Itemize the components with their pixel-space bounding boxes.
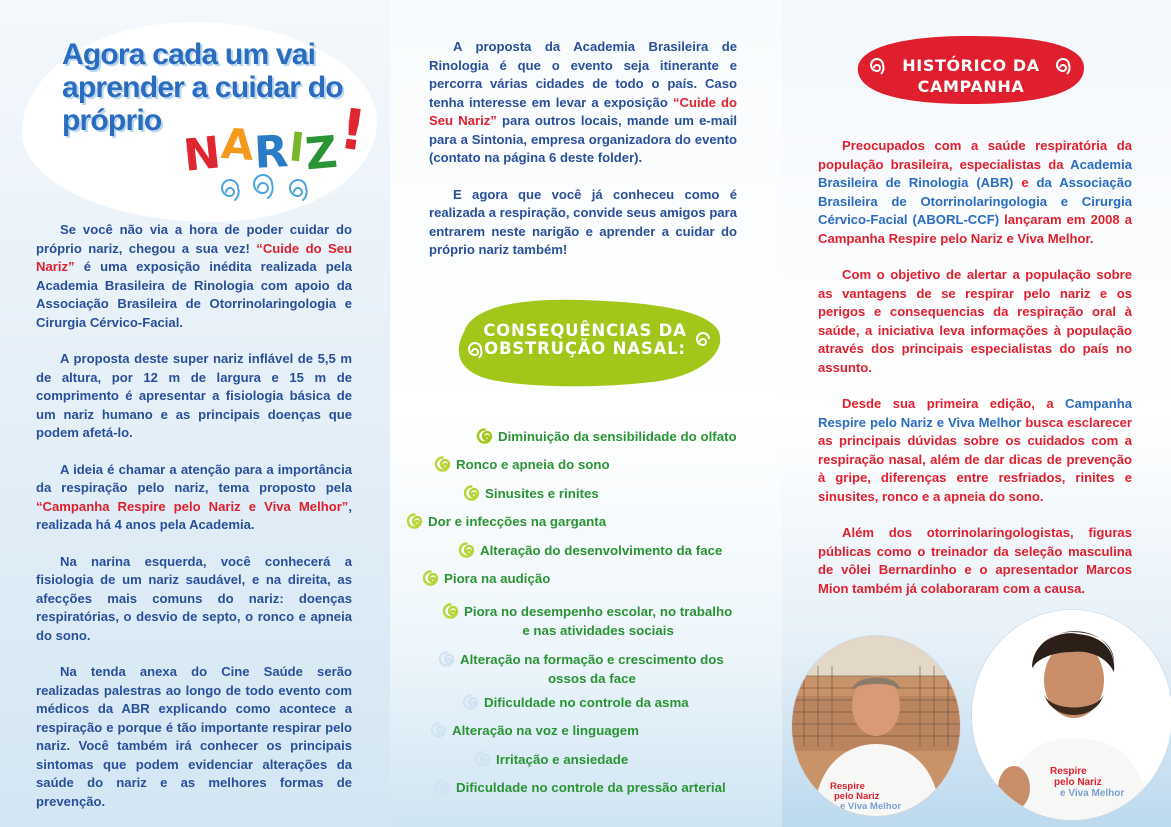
spiral-icon — [432, 778, 454, 800]
left-body-text — [36, 221, 352, 827]
spiral-icon — [440, 602, 462, 624]
middle-body-text — [429, 38, 737, 278]
spiral-icon — [404, 512, 426, 534]
spiral-icon — [474, 427, 496, 449]
panel-middle — [390, 0, 782, 827]
consequence-item — [496, 750, 628, 769]
paragraph — [36, 350, 352, 443]
paragraph — [818, 524, 1132, 598]
spiral-icon — [472, 750, 494, 772]
consequences-title: CONSEQUÊNCIAS DA OBSTRUÇÃO NASAL: — [483, 321, 687, 358]
consequence-label: Dificuldade no controle da asma — [484, 695, 689, 710]
highlight-blue: Campanha Respire pelo Nariz e Viva Melhor — [818, 396, 1132, 430]
panel-right — [782, 0, 1171, 827]
history-title: HISTÓRICO DA CAMPANHA — [902, 56, 1040, 96]
consequence-item — [444, 569, 550, 588]
consequence-item — [452, 721, 639, 740]
consequence-item — [428, 512, 606, 531]
paragraph — [818, 266, 1132, 377]
shirt-text-1: Respire pelo Nariz e Viva Melhor — [830, 781, 902, 812]
consequence-item — [464, 602, 732, 640]
spiral-icon — [428, 721, 450, 743]
text-run: A proposta da Academia Brasileira de Rinologia é que o evento seja itinerante e percorra várias cidades de todo o país. Caso tenha interesse em levar a exposição — [429, 39, 737, 110]
panel-left — [0, 0, 390, 827]
spiral-icon — [456, 541, 478, 563]
consequence-label: Piora na audição — [444, 571, 551, 586]
consequence-label: Alteração na voz e linguagem — [452, 723, 639, 738]
highlight-red: “Cuide do Seu Nariz” — [36, 240, 352, 274]
photo-bernardinho — [792, 636, 960, 816]
text-run: , realizada há 4 anos pela Academia. — [36, 498, 352, 532]
spiral-icon — [460, 693, 482, 715]
highlight-blue: da Associação Brasileira de Otorrinolaringologia e Cirurgia Cérvico-Facial (ABORL-CCF) — [818, 175, 1132, 227]
spiral-icon — [420, 569, 442, 591]
consequence-item — [485, 484, 599, 503]
text-run: para outros locais, mande um e-mail para a Sintonia, empresa organizadora do evento (contato na página 6 deste folder). — [429, 113, 737, 165]
text-run: lançaram em 2008 a Campanha Respire pelo Nariz e Viva Melhor. — [818, 212, 1132, 246]
paragraph — [36, 663, 352, 811]
consequence-item — [460, 650, 724, 688]
consequence-item — [456, 455, 610, 474]
paragraph — [36, 461, 352, 535]
consequence-label: Diminuição da sensibilidade do olfato — [498, 429, 737, 444]
consequence-label: Piora no desempenho escolar, no trabalho e nas atividades sociais — [464, 604, 733, 638]
text-run: Além dos otorrinolaringologistas, figuras públicas como o treinador da seleção masculina de vôlei Bernardinho e o apresentador Marcos Mion também já colaboraram com a causa. — [818, 525, 1132, 596]
text-run: Se você não via a hora de poder cuidar do próprio nariz, chegou a sua vez! — [36, 222, 352, 256]
right-body-text — [818, 137, 1132, 616]
paragraph — [429, 38, 737, 168]
spiral-icon — [436, 650, 458, 672]
text-run: Preocupados com a saúde respiratória da população brasileira, especialistas da — [818, 138, 1132, 172]
paragraph — [429, 186, 737, 260]
consequence-item — [484, 693, 689, 712]
text-run: Desde sua primeira edição, a — [842, 396, 1066, 411]
headline: Agora cada um vai aprender a cuidar do próprio — [62, 38, 343, 137]
nariz-letter: ! — [335, 96, 371, 165]
nariz-letter: A — [219, 118, 257, 171]
spiral-icon — [432, 455, 454, 477]
consequence-label: Alteração do desenvolvimento da face — [480, 543, 723, 558]
text-run: Com o objetivo de alertar a população sobre as vantagens de se respirar pelo nariz e os perigos e consequencias da respiração oral à saúde, a iniciativa leva informações à população através dos principais especialistas do país no assunto. — [818, 267, 1132, 375]
paragraph — [36, 553, 352, 646]
paragraph — [818, 137, 1132, 248]
text-run: E agora que você já conheceu como é realizada a respiração, convide seus amigos para entrarem neste narigão e aprender a cuidar do próprio nariz também! — [429, 186, 737, 257]
blue-swirls-icon — [212, 174, 317, 208]
consequence-item — [480, 541, 722, 560]
consequence-item — [498, 427, 737, 446]
nariz-wordmark — [181, 96, 371, 182]
nariz-letter: R — [253, 126, 291, 179]
text-run: Na tenda anexa do Cine Saúde serão realizadas palestras ao longo de todo evento com médicos da ABR explicando como acontece a respiração e porque é tão importante respirar pelo nariz. Você também irá conhecer os principais sintomas que podem evidenciar alterações da saúde do nariz e as melhores formas de prevenção. — [36, 664, 352, 809]
text-run: busca esclarecer as principais dúvidas sobre os cuidados com a respiração nasal, além de dar dicas de prevenção à gripe, diferenças entre resfriados, rinites e sinusites, ronco e a apneia do sono. — [818, 414, 1132, 504]
text-run: A ideia é chamar a atenção para a importância da respiração pelo nariz, tema proposto pela — [36, 461, 352, 495]
nariz-letter: I — [287, 124, 308, 172]
consequence-label: Alteração na formação e crescimento dos ossos da face — [460, 652, 724, 686]
nariz-letter: Z — [303, 126, 341, 181]
nariz-letter: N — [181, 127, 225, 182]
text-run: A proposta deste super nariz inflável de 5,5 m de altura, por 12 m de largura e 15 m de comprimento é apresentar a fisiologia básica de um nariz humano e as principais doenças que podem afetá-lo. — [36, 351, 352, 440]
highlight-red: “Campanha Respire pelo Nariz e Viva Melhor” — [36, 498, 349, 514]
highlight-blue: Academia Brasileira de Rinologia (ABR) — [818, 156, 1132, 190]
consequence-label: Dor e infecções na garganta — [428, 514, 607, 529]
paragraph — [36, 221, 352, 332]
photo-marcos-mion — [972, 610, 1171, 820]
text-run: e — [1013, 175, 1037, 190]
consequence-label: Irritação e ansiedade — [496, 752, 629, 767]
highlight-red: “Cuide do Seu Nariz” — [429, 94, 737, 128]
consequence-item — [456, 778, 726, 797]
spiral-icon — [461, 484, 483, 506]
paragraph — [818, 395, 1132, 506]
shirt-text-2: Respire pelo Nariz e Viva Melhor — [1050, 766, 1125, 799]
consequence-label: Ronco e apneia do sono — [456, 457, 610, 472]
consequence-label: Dificuldade no controle da pressão arterial — [456, 780, 726, 795]
text-run: é uma exposição inédita realizada pela Academia Brasileira de Rinologia com apoio da Associação Brasileira de Otorrinolaringologia e Cirurgia Cérvico-Facial. — [36, 259, 352, 330]
text-run: Na narina esquerda, você conhecerá a fisiologia de um nariz saudável, e na direita, as afecções mais comuns do nariz: doenças respiratórias, o desvio de septo, o ronco e apneia do sono. — [36, 553, 352, 643]
consequence-label: Sinusites e rinites — [485, 486, 599, 501]
